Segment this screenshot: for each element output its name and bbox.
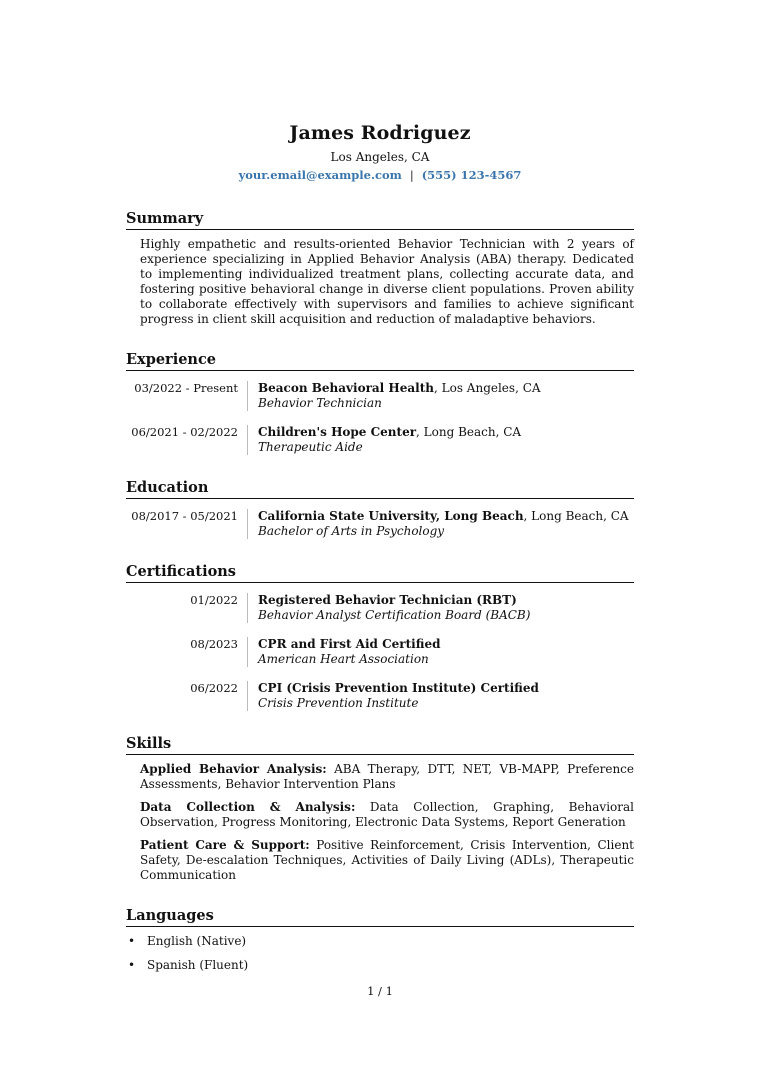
page-number: 1 / 1: [367, 984, 393, 998]
experience-entry: [126, 381, 634, 411]
certification-name: CPR and First Aid Certified: [258, 637, 441, 651]
entry-degree: Bachelor of Arts in Psychology: [258, 524, 445, 538]
section-title-education: Education: [126, 479, 634, 499]
language-text: English (Native): [147, 934, 247, 948]
skill-text: ABA Therapy, DTT, NET, VB-MAPP, Preference Assessments, Behavior Intervention Plans: [140, 762, 634, 791]
skill-text: Positive Reinforcement, Crisis Intervention, Client Safety, De-escalation Techniques, Activities of Daily Living (ADLs), Therapeutic Communication: [140, 838, 635, 882]
entry-date: 03/2022 - Present: [134, 381, 238, 395]
entry-institution: California State University, Long Beach: [258, 509, 524, 523]
contact-line: [126, 166, 634, 184]
phone-link[interactable]: (555) 123-4567: [421, 168, 522, 182]
entry-location: , Long Beach, CA: [416, 425, 522, 439]
entry-body: [247, 509, 629, 539]
skill-label: Applied Behavior Analysis:: [140, 762, 327, 776]
entry-location: , Long Beach, CA: [523, 509, 629, 523]
experience-section: [126, 351, 634, 455]
certification-name: Registered Behavior Technician (RBT): [258, 593, 517, 607]
entry-date: 08/2023: [190, 637, 238, 651]
entry-organization: Beacon Behavioral Health: [258, 381, 434, 395]
experience-entry: [126, 425, 634, 455]
entry-role: Behavior Technician: [258, 396, 382, 410]
skill-label: Data Collection & Analysis:: [140, 800, 356, 814]
certifications-section: [126, 563, 634, 711]
bullet-icon: •: [128, 958, 136, 972]
entry-body: [247, 637, 440, 667]
certification-name: CPI (Crisis Prevention Institute) Certified: [258, 681, 539, 695]
email-link[interactable]: your.email@example.com: [238, 168, 402, 182]
section-title-experience: Experience: [126, 351, 634, 371]
skill-label: Patient Care & Support:: [140, 838, 310, 852]
entry-body: [247, 593, 530, 623]
entry-date: 06/2021 - 02/2022: [131, 425, 238, 439]
entry-date: 06/2022: [190, 681, 238, 695]
certification-entry: [126, 637, 634, 667]
skill-item: [140, 800, 634, 830]
summary-text: Highly empathetic and results-oriented Behavior Technician with 2 years of experience specializing in Applied Behavior Analysis (ABA) therapy. Dedicated to implementing individualized treatment plans, collecting accurate data, and fostering positive behavioral change in diverse client populations. Proven ability to collaborate effectively with supervisors and families to achieve significant progress in client skill acquisition and reduction of maladaptive behaviors.: [140, 237, 634, 326]
entry-date: 01/2022: [190, 593, 238, 607]
entry-organization: Children's Hope Center: [258, 425, 417, 439]
certification-entry: [126, 681, 634, 711]
section-title-certifications: Certifications: [126, 563, 634, 583]
entry-date: 08/2017 - 05/2021: [131, 509, 238, 523]
skill-item: [140, 838, 634, 883]
certification-issuer: Behavior Analyst Certification Board (BACB): [258, 608, 531, 622]
skills-section: [126, 735, 634, 883]
section-title-summary: Summary: [126, 210, 634, 230]
languages-section: [126, 907, 634, 973]
skill-text: Data Collection, Graphing, Behavioral Observation, Progress Monitoring, Electronic Data Systems, Report Generation: [140, 800, 634, 829]
certification-issuer: American Heart Association: [258, 652, 429, 666]
contact-separator: |: [409, 168, 414, 182]
language-text: Spanish (Fluent): [147, 958, 249, 972]
certification-issuer: Crisis Prevention Institute: [258, 696, 419, 710]
resume-page: [126, 120, 634, 973]
candidate-name: James Rodriguez: [289, 122, 471, 144]
summary-section: [126, 210, 634, 327]
entry-location: , Los Angeles, CA: [434, 381, 541, 395]
candidate-location: Los Angeles, CA: [330, 150, 430, 164]
language-item: [126, 934, 634, 949]
section-title-languages: Languages: [126, 907, 634, 927]
education-entry: [126, 509, 634, 539]
certification-entry: [126, 593, 634, 623]
resume-header: [126, 120, 634, 184]
entry-role: Therapeutic Aide: [258, 440, 363, 454]
education-section: [126, 479, 634, 539]
language-item: [126, 958, 634, 973]
bullet-icon: •: [128, 934, 136, 948]
entry-body: [247, 381, 541, 411]
skill-item: [140, 762, 634, 792]
entry-body: [247, 425, 521, 455]
section-title-skills: Skills: [126, 735, 634, 755]
entry-body: [247, 681, 539, 711]
